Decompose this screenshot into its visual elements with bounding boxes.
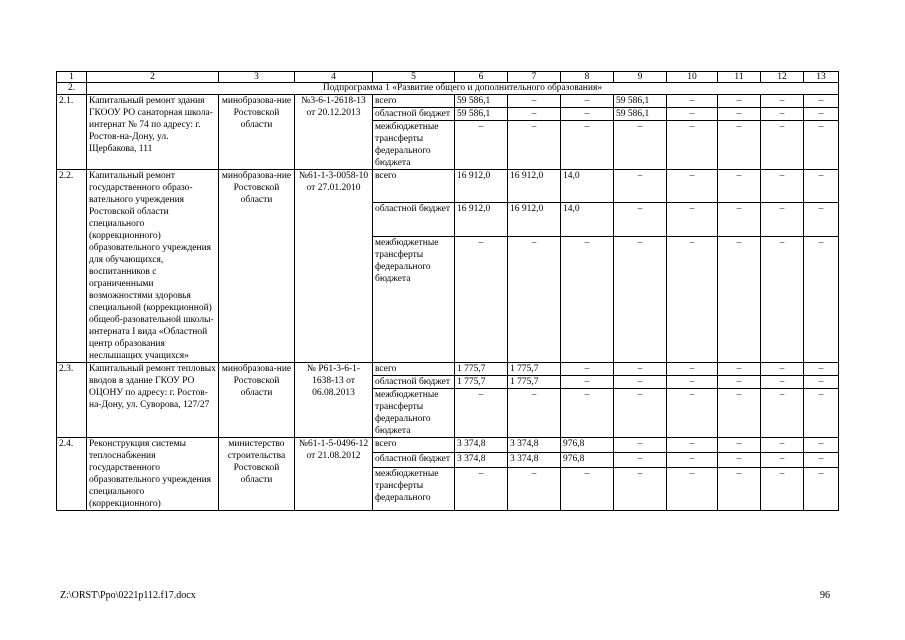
amount-cell: – [561,389,614,438]
column-number: 13 [804,72,839,83]
amount-cell: – [667,95,718,108]
amount-cell: – [614,468,667,511]
amount-cell: – [614,389,667,438]
amount-cell: – [508,236,561,362]
amount-cell: – [561,376,614,389]
subprogram-title: Подпрограмма 1 «Развитие общего и дополнительного образования» [87,83,839,95]
object-name: Капитальный ремонт государственного образо-вательного учреждения Ростовской области специального (коррекционного) образовательного учреждения для обучающихся, воспитанников с ограниченными возможностями здоровья специальной (коррекционной) общеоб-разовательной школы-интерната I вида «Областной центр образования неслышащих учащихся» [87,170,219,363]
amount-cell: – [804,468,839,511]
amount-cell: – [718,376,761,389]
subprogram-row [57,83,839,95]
amount-cell: – [667,121,718,170]
amount-cell: – [718,108,761,121]
funding-source: межбюджетные трансферты федерального [373,468,455,511]
amount-cell: – [667,108,718,121]
amount-cell: 14,0 [561,203,614,236]
amount-cell: – [718,236,761,362]
amount-cell: 1 775,7 [508,376,561,389]
amount-cell: – [667,376,718,389]
amount-cell: – [561,121,614,170]
amount-cell: 59 586,1 [614,108,667,121]
responsible-org: минобразова-ние Ростовской области [219,170,295,363]
amount-cell: – [718,170,761,203]
funding-source: всего [373,438,455,453]
amount-cell: – [804,121,839,170]
row-number: 2.1. [57,95,87,170]
amount-cell: – [508,468,561,511]
amount-cell: – [667,236,718,362]
row-number: 2.2. [57,170,87,363]
amount-cell: – [718,438,761,453]
amount-cell: – [718,121,761,170]
amount-cell: – [508,389,561,438]
funding-source: межбюджетные трансферты федерального бюджета [373,121,455,170]
column-number-row [57,72,839,83]
amount-cell: 59 586,1 [455,108,508,121]
object-name: Капитальный ремонт здания ГКООУ РО санаторная школа-интернат № 74 по адресу: г. Ростов-на-Дону, ул. Щербакова, 111 [87,95,219,170]
page-number: 96 [820,590,830,601]
column-number: 8 [561,72,614,83]
amount-cell: – [804,170,839,203]
amount-cell: – [614,453,667,468]
amount-cell: 1 775,7 [455,376,508,389]
funding-source: межбюджетные трансферты федерального бюджета [373,236,455,362]
amount-cell: – [761,363,804,376]
amount-cell: – [804,376,839,389]
amount-cell: – [718,389,761,438]
column-number: 1 [57,72,87,83]
amount-cell: – [508,121,561,170]
amount-cell: – [667,203,718,236]
registration-number: №3-6-1-2618-13 от 20.12.2013 [295,95,373,170]
amount-cell: – [561,108,614,121]
amount-cell: – [614,236,667,362]
table-row [57,363,839,376]
object-name: Реконструкция системы теплоснабжения государственного образовательного учреждения специального (коррекционного) [87,438,219,511]
amount-cell: – [804,389,839,438]
amount-cell: 14,0 [561,170,614,203]
amount-cell: 3 374,8 [455,438,508,453]
amount-cell: 16 912,0 [508,203,561,236]
amount-cell: – [804,108,839,121]
amount-cell: – [614,170,667,203]
object-name: Капитальный ремонт тепловых вводов в здание ГКОУ РО ОЦОНУ по адресу: г. Ростов-на-Дону, ул. Суворова, 127/27 [87,363,219,438]
column-number: 7 [508,72,561,83]
funding-source: всего [373,363,455,376]
column-number: 11 [718,72,761,83]
column-number: 3 [219,72,295,83]
amount-cell: 3 374,8 [508,453,561,468]
amount-cell: – [804,453,839,468]
amount-cell: – [614,121,667,170]
column-number: 9 [614,72,667,83]
amount-cell: – [761,236,804,362]
amount-cell: – [667,389,718,438]
registration-number: № Р61-3-6-1-1638-13 от 06.08.2013 [295,363,373,438]
amount-cell: – [761,468,804,511]
funding-source: областной бюджет [373,453,455,468]
amount-cell: – [718,363,761,376]
amount-cell: – [455,468,508,511]
amount-cell: – [718,95,761,108]
amount-cell: – [561,363,614,376]
funding-source: всего [373,170,455,203]
responsible-org: министерство строительства Ростовской области [219,438,295,511]
amount-cell: – [667,363,718,376]
row-number: 2.4. [57,438,87,511]
amount-cell: – [761,376,804,389]
amount-cell: – [804,95,839,108]
amount-cell: 16 912,0 [455,170,508,203]
responsible-org: минобразова-ние Ростовской области [219,363,295,438]
table-row [57,438,839,453]
amount-cell: – [614,363,667,376]
column-number: 6 [455,72,508,83]
amount-cell: 3 374,8 [508,438,561,453]
amount-cell: – [761,121,804,170]
row-number: 2.3. [57,363,87,438]
responsible-org: минобразова-ние Ростовской области [219,95,295,170]
amount-cell: – [455,389,508,438]
column-number: 4 [295,72,373,83]
amount-cell: – [761,389,804,438]
amount-cell: 976,8 [561,453,614,468]
amount-cell: – [455,236,508,362]
funding-source: межбюджетные трансферты федерального бюджета [373,389,455,438]
amount-cell: – [761,453,804,468]
table-row [57,170,839,203]
amount-cell: – [667,468,718,511]
subprogram-number: 2. [57,83,87,95]
amount-cell: – [761,95,804,108]
amount-cell: 59 586,1 [614,95,667,108]
file-path: Z:\ORST\Ppo\0221p112.f17.docx [60,590,196,601]
amount-cell: 1 775,7 [508,363,561,376]
registration-number: №61-1-5-0496-12 от 21.08.2012 [295,438,373,511]
column-number: 10 [667,72,718,83]
column-number: 5 [373,72,455,83]
column-number: 2 [87,72,219,83]
amount-cell: 16 912,0 [455,203,508,236]
amount-cell: – [455,121,508,170]
amount-cell: 59 586,1 [455,95,508,108]
amount-cell: – [614,376,667,389]
amount-cell: 1 775,7 [455,363,508,376]
amount-cell: – [614,438,667,453]
funding-source: областной бюджет [373,203,455,236]
amount-cell: – [804,236,839,362]
amount-cell: – [614,203,667,236]
amount-cell: – [718,453,761,468]
funding-source: областной бюджет [373,376,455,389]
column-number: 12 [761,72,804,83]
registration-number: №61-1-3-0058-10 от 27.01.2010 [295,170,373,363]
funding-source: областной бюджет [373,108,455,121]
amount-cell: – [761,203,804,236]
table-row [57,95,839,108]
amount-cell: 3 374,8 [455,453,508,468]
amount-cell: – [761,438,804,453]
amount-cell: – [761,108,804,121]
amount-cell: – [804,438,839,453]
amount-cell: – [761,170,804,203]
amount-cell: – [718,468,761,511]
amount-cell: – [561,468,614,511]
amount-cell: – [718,203,761,236]
amount-cell: – [804,203,839,236]
amount-cell: 976,8 [561,438,614,453]
amount-cell: – [561,95,614,108]
amount-cell: – [667,438,718,453]
funding-source: всего [373,95,455,108]
amount-cell: – [508,108,561,121]
amount-cell: – [561,236,614,362]
amount-cell: – [667,453,718,468]
amount-cell: – [667,170,718,203]
budget-table [56,71,839,511]
amount-cell: – [508,95,561,108]
amount-cell: – [804,363,839,376]
amount-cell: 16 912,0 [508,170,561,203]
